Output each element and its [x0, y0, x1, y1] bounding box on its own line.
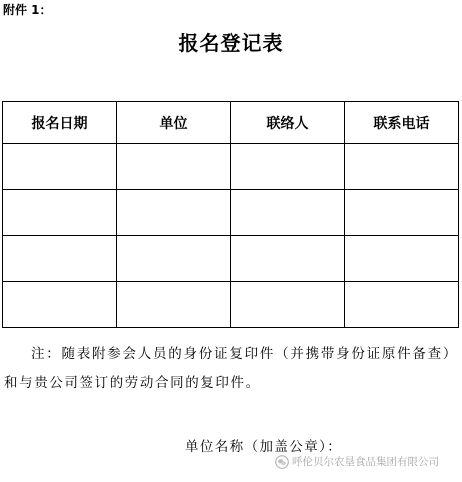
- table-cell[interactable]: [117, 144, 231, 190]
- table-cell[interactable]: [231, 144, 345, 190]
- table-cell[interactable]: [231, 236, 345, 282]
- table-cell[interactable]: [3, 144, 117, 190]
- table-cell[interactable]: [117, 282, 231, 328]
- watermark: [275, 454, 439, 470]
- table-cell[interactable]: [3, 190, 117, 236]
- column-header-unit: 单位: [117, 102, 231, 144]
- column-header-registration-date: 报名日期: [3, 102, 117, 144]
- table-cell[interactable]: [345, 236, 459, 282]
- table-row: [3, 282, 459, 328]
- table-header-row: [3, 102, 459, 144]
- table-cell[interactable]: [345, 190, 459, 236]
- table-row: [3, 144, 459, 190]
- table-cell[interactable]: [117, 190, 231, 236]
- watermark-text: 呼伦贝尔农垦食品集团有限公司: [292, 456, 439, 468]
- table-cell[interactable]: [3, 282, 117, 328]
- note-paragraph: 注：随表附参会人员的身份证复印件（并携带身份证原件备查）和与贵公司签订的劳动合同的复印件。: [4, 346, 458, 391]
- table-row: [3, 190, 459, 236]
- table-cell[interactable]: [231, 282, 345, 328]
- table-cell[interactable]: [345, 282, 459, 328]
- registration-table: [2, 101, 459, 328]
- column-header-contact-person: 联络人: [231, 102, 345, 144]
- page-title: 报名登记表: [178, 31, 284, 55]
- unit-name-seal-label: 单位名称（加盖公章）：: [185, 439, 343, 455]
- table-cell[interactable]: [345, 144, 459, 190]
- table-cell[interactable]: [231, 190, 345, 236]
- table-cell[interactable]: [117, 236, 231, 282]
- column-header-phone: 联系电话: [345, 102, 459, 144]
- wechat-icon: [275, 455, 289, 469]
- table-row: [3, 236, 459, 282]
- table-cell[interactable]: [3, 236, 117, 282]
- attachment-label: 附件 1：: [3, 3, 52, 17]
